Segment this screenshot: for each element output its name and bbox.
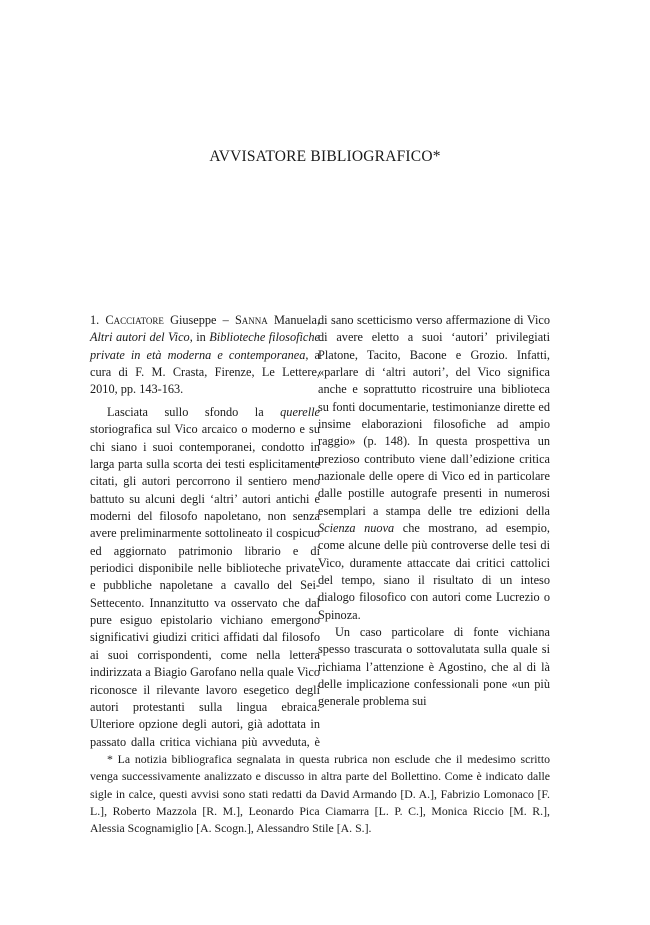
author1-name: Giuseppe [170, 313, 217, 327]
author2-name: Manuela, [273, 313, 321, 327]
author2-surname: Sanna [234, 313, 268, 327]
body-emphasis: Scienza nuova [318, 521, 395, 535]
entry-number: 1. [90, 313, 100, 327]
author-separator: – [222, 313, 229, 327]
bibliographic-entry [90, 312, 320, 399]
body-paragraph-1 [90, 404, 320, 751]
body-paragraph-1-continued [318, 312, 550, 624]
body-text: storiografica sul Vico arcaico o moderno e su chi siano i suoi contemporanei, condotto in larga parta sulla scorta dei testi esplicitamente citati, gli autori percorrono il sentiero meno battuto su alcuni degli ‘altri’ autori antichi e moderni del filosofo napoletano, non senza avere preliminarmente sottolineato il cospicuo ed aggiornato patrimonio librario e di periodici disponibile nelle biblioteche private e pubbliche napoletane a cavallo del Sei-Settecento. Innanzitutto va osservato che dal pure esiguo epistolario vichiano emergono significativi giudizi critici affidati dal filosofo ai suoi corrispondenti, come nella lettera indirizzata a Biagio Garofano nella quale Vico riconosce il rilevante lavoro esegetico degli autori protestanti sulla lingua ebraica. Ulteriore opzione degli autori, già adottata in passato dalla critica vichiana più avveduta, è [90, 422, 320, 749]
collection-title: Biblioteche filosofiche private in età moderna e contemporanea [90, 330, 320, 362]
essay-title: Altri autori del Vico [90, 330, 190, 345]
publication-info: , a cura di F. M. Crasta, Firenze, Le Lettere, 2010, pp. 143-163. [90, 347, 320, 397]
text-column-left [90, 312, 320, 416]
body-text: di sano scetticismo verso affermazione di Vico di avere eletto a suoi ‘autori’ privilegiati Platone, Tacito, Bacone e Grozio. Infatti, «parlare di ‘altri autori’, del Vico significa anche e soprattutto ricostruire una biblioteca su fonti documentarie, testimonianze dirette ed insime elaborazioni filosofiche ad ampio raggio» (p. 148). In questa prospettiva un prezioso contributo viene dall’edizione critica nazionale delle opere di Vico ed in particolare dalle postille autografe presenti in numerosi esemplari a stampa delle tre edizioni della [318, 312, 550, 518]
author1-surname: Cacciatore [105, 313, 164, 327]
in-word: , in [189, 330, 206, 345]
body-emphasis: querelle [280, 405, 320, 419]
body-column-right [318, 312, 550, 742]
body-paragraph-2: Un caso particolare di fonte vichiana spesso trascurata o sottovalutata sulla quale si richiama l’attenzione è Agostino, che al di là delle implicazione confessionali pone «un più generale problema sui [318, 625, 550, 709]
page-title: AVVISATORE BIBLIOGRAFICO* [209, 148, 441, 165]
footnote: * La notizia bibliografica segnalata in questa rubrica non esclude che il medesimo scritto venga successivamente analizzato e discusso in altra parte del Bollettino. Come è indicato dalle sigle in calce, questi avvisi sono stati redatti da David Armando [D. A.], Fabrizio Lomonaco [F. L.], Roberto Mazzola [R. M.], Leonardo Pica Ciamarra [L. P. C.], Monica Riccio [M. R.], Alessia Scognamiglio [A. Scogn.], Alessandro Stile [A. S.]. [90, 752, 550, 836]
body-text: che mostrano, ad esempio, come alcune delle più controverse delle tesi di Vico, duramente attaccate dai critici cattolici del tempo, siano il risultato di un inteso dialogo filosofico con autori come Lucrezio o Spinoza. [318, 521, 550, 622]
body-column-left [90, 404, 320, 751]
body-text: Lasciata sullo sfondo la [107, 405, 264, 419]
